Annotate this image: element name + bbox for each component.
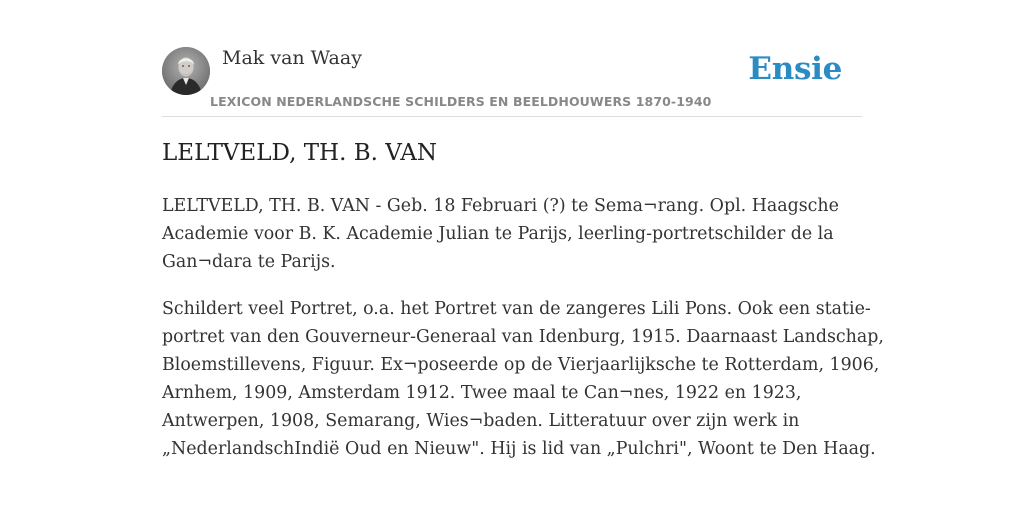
page-header (162, 44, 862, 117)
paragraph-line: Arnhem, 1909, Amsterdam 1912. Twee maal te Can¬nes, 1922 en 1923, (162, 383, 802, 403)
author-portrait-icon (162, 47, 210, 95)
paragraph-line: Antwerpen, 1908, Semarang, Wies¬baden. Litteratuur over zijn werk in (162, 411, 800, 431)
paragraph-line: „NederlandschIndië Oud en Nieuw". Hij is lid van „Pulchri", Woont te Den Haag. (162, 439, 876, 459)
paragraph-line: Gan¬dara te Parijs. (162, 252, 336, 272)
paragraph-line: LELTVELD, TH. B. VAN - Geb. 18 Februari (?) te Sema¬rang. Opl. Haagsche (162, 196, 839, 216)
lexicon-subtitle[interactable]: LEXICON NEDERLANDSCHE SCHILDERS EN BEELDHOUWERS 1870-1940 (210, 94, 712, 109)
ensie-logo[interactable]: Ensie (748, 51, 842, 87)
paragraph-line: Bloemstillevens, Figuur. Ex¬poseerde op de Vierjaarlijksche te Rotterdam, 1906, (162, 355, 880, 375)
paragraph-1 (162, 192, 862, 276)
article-body (162, 192, 884, 482)
paragraph-line: Academie voor B. K. Academie Julian te Parijs, leerling-portretschilder de la (162, 224, 834, 244)
article-title: LELTVELD, TH. B. VAN (162, 140, 438, 166)
author-name[interactable]: Mak van Waay (222, 47, 362, 69)
paragraph-line: Schildert veel Portret, o.a. het Portret van de zangeres Lili Pons. Ook een statie- (162, 299, 871, 319)
author-avatar[interactable] (162, 47, 210, 95)
paragraph-2 (162, 295, 884, 463)
paragraph-line: portret van den Gouverneur-Generaal van Idenburg, 1915. Daarnaast Landschap, (162, 327, 884, 347)
